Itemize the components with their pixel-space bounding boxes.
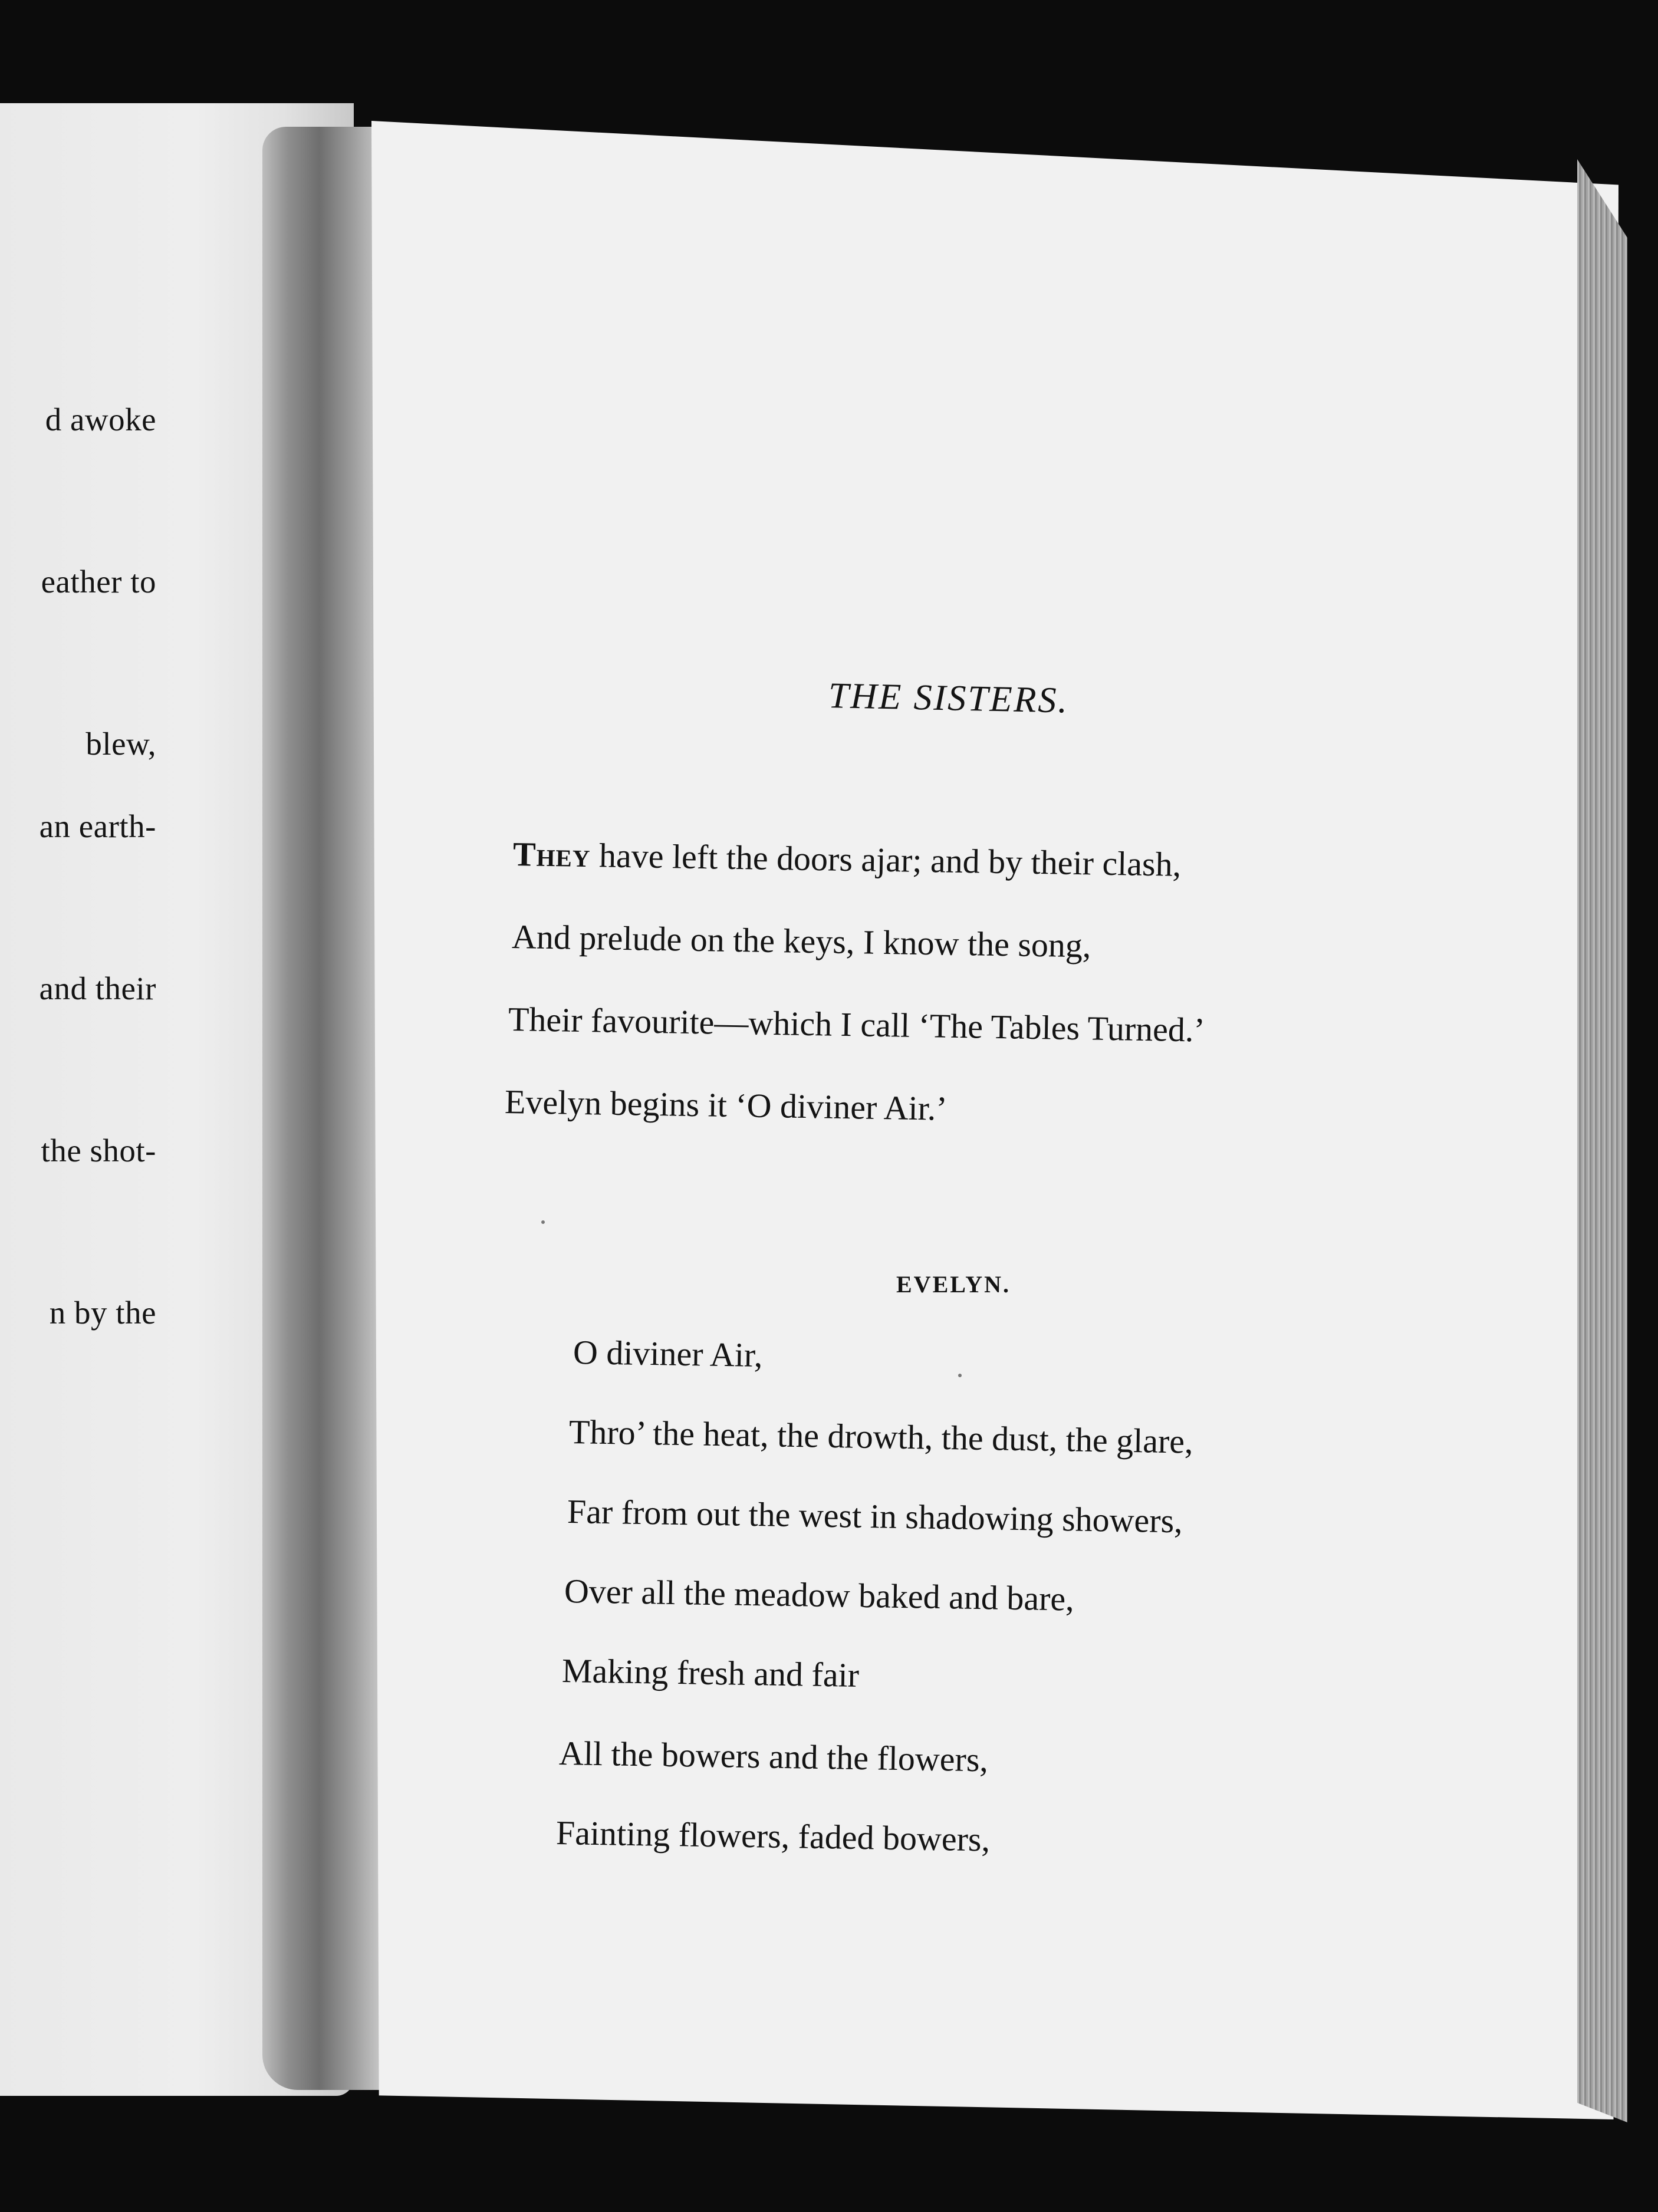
song-line: Far from out the west in shadowing showers, [567, 1492, 1183, 1540]
song-line: Making fresh and fair [561, 1651, 860, 1694]
poem-title: THE SISTERS. [828, 676, 1070, 721]
left-page-line: the shot- [41, 1133, 156, 1168]
song-line: Fainting flowers, faded bowers, [555, 1813, 991, 1859]
intro-line-text: have left the doors ajar; and by their clash, [590, 836, 1182, 884]
song-line: Over all the meadow baked and bare, [564, 1572, 1075, 1618]
left-page-line: eather to [41, 564, 156, 600]
intro-line: And prelude on the keys, I know the song, [511, 917, 1091, 965]
left-page-line: blew, [85, 726, 156, 762]
book-gutter-shadow [262, 127, 389, 2090]
song-line: All the bowers and the flowers, [558, 1734, 989, 1779]
intro-line: Evelyn begins it ‘O diviner Air.’ [504, 1082, 948, 1128]
song-line: O diviner Air, [573, 1333, 763, 1375]
intro-line: Their favourite—which I call ‘The Tables Turned.’ [508, 1000, 1206, 1049]
paper-speck [958, 1374, 962, 1377]
intro-first-word: They [512, 835, 591, 875]
left-page-line: n by the [49, 1295, 156, 1331]
song-line: Thro’ the heat, the drowth, the dust, the glare, [568, 1413, 1194, 1461]
left-page-line: and their [39, 970, 156, 1006]
paper-speck [541, 1220, 545, 1224]
speaker-name: EVELYN. [896, 1271, 1011, 1298]
page-edge [1577, 159, 1627, 2122]
left-page-line: d awoke [45, 401, 156, 437]
left-page-line: an earth- [39, 808, 156, 844]
